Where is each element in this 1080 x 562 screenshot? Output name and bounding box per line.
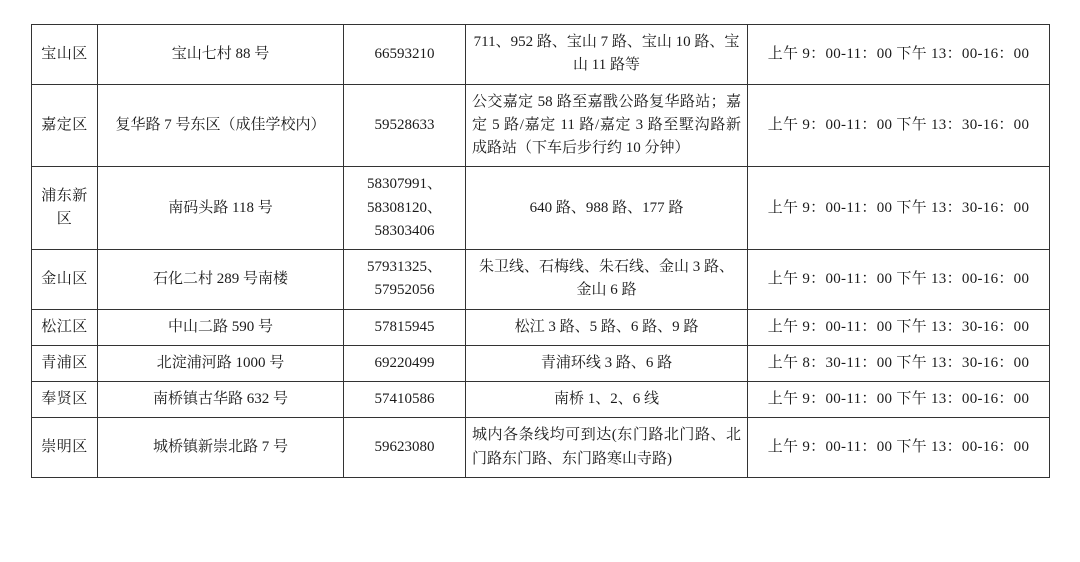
cell-phone [344, 167, 466, 250]
table-row [32, 250, 1050, 310]
table-row [32, 84, 1050, 167]
phone-line: 58303406 [374, 222, 435, 239]
cell-phone [344, 250, 466, 310]
table-body [32, 25, 1050, 478]
cell-hours: 上午 8：30-11：00 下午 13：30-16：00 [748, 345, 1050, 381]
cell-address: 城桥镇新崇北路 7 号 [98, 418, 344, 478]
cell-district: 金山区 [32, 250, 98, 310]
table-row [32, 167, 1050, 250]
cell-phone: 59528633 [344, 84, 466, 167]
cell-transit: 松江 3 路、5 路、6 路、9 路 [466, 309, 748, 345]
cell-hours: 上午 9：00-11：00 下午 13：00-16：00 [748, 418, 1050, 478]
cell-phone: 57815945 [344, 309, 466, 345]
cell-transit: 640 路、988 路、177 路 [466, 167, 748, 250]
cell-hours: 上午 9：00-11：00 下午 13：30-16：00 [748, 167, 1050, 250]
cell-phone: 59623080 [344, 418, 466, 478]
cell-transit: 朱卫线、石梅线、朱石线、金山 3 路、金山 6 路 [466, 250, 748, 310]
cell-address: 南码头路 118 号 [98, 167, 344, 250]
cell-transit: 城内各条线均可到达(东门路北门路、北门路东门路、东门路寒山寺路) [466, 418, 748, 478]
phone-line: 57952056 [374, 282, 435, 299]
table-row [32, 382, 1050, 418]
table-row [32, 25, 1050, 85]
cell-phone: 69220499 [344, 345, 466, 381]
cell-transit: 公交嘉定 58 路至嘉戬公路复华路站；嘉定 5 路/嘉定 11 路/嘉定 3 路至墅沟路新成路站（下车后步行约 10 分钟） [466, 84, 748, 167]
phone-line: 57931325、 [366, 259, 442, 275]
cell-hours: 上午 9：00-11：00 下午 13：00-16：00 [748, 25, 1050, 85]
table-row [32, 418, 1050, 478]
cell-address: 复华路 7 号东区（成佳学校内） [98, 84, 344, 167]
cell-address: 石化二村 289 号南楼 [98, 250, 344, 310]
cell-hours: 上午 9：00-11：00 下午 13：30-16：00 [748, 84, 1050, 167]
cell-district: 松江区 [32, 309, 98, 345]
cell-address: 北淀浦河路 1000 号 [98, 345, 344, 381]
cell-address: 南桥镇古华路 632 号 [98, 382, 344, 418]
phone-line: 58308120、 [366, 199, 442, 216]
cell-hours: 上午 9：00-11：00 下午 13：00-16：00 [748, 250, 1050, 310]
cell-address: 中山二路 590 号 [98, 309, 344, 345]
cell-district: 宝山区 [32, 25, 98, 85]
cell-transit: 南桥 1、2、6 线 [466, 382, 748, 418]
phone-line: 58307991、 [366, 176, 442, 193]
cell-hours: 上午 9：00-11：00 下午 13：00-16：00 [748, 382, 1050, 418]
cell-address: 宝山七村 88 号 [98, 25, 344, 85]
cell-transit: 711、952 路、宝山 7 路、宝山 10 路、宝山 11 路等 [466, 25, 748, 85]
table-row [32, 345, 1050, 381]
cell-phone: 57410586 [344, 382, 466, 418]
cell-district: 奉贤区 [32, 382, 98, 418]
cell-district: 青浦区 [32, 345, 98, 381]
table-row [32, 309, 1050, 345]
cell-district: 崇明区 [32, 418, 98, 478]
cell-phone: 66593210 [344, 25, 466, 85]
cell-district: 浦东新区 [32, 167, 98, 250]
cell-district: 嘉定区 [32, 84, 98, 167]
cell-hours: 上午 9：00-11：00 下午 13：30-16：00 [748, 309, 1050, 345]
testing-sites-table [31, 24, 1050, 478]
cell-transit: 青浦环线 3 路、6 路 [466, 345, 748, 381]
info-table-wrap [31, 24, 1049, 478]
